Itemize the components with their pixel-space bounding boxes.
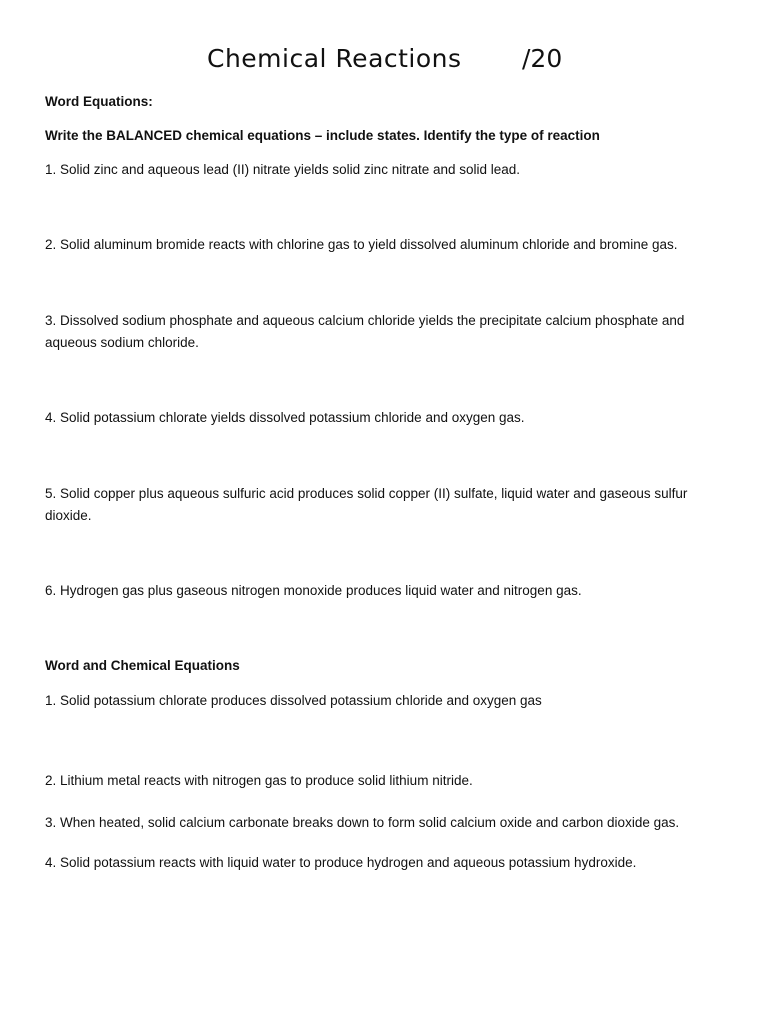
- instructions-text: Write the BALANCED chemical equations – include states. Identify the type of reaction: [45, 128, 600, 143]
- title-row: [0, 44, 768, 80]
- question-2-3: 3. When heated, solid calcium carbonate breaks down to form solid calcium oxide and carbon dioxide gas.: [45, 815, 680, 830]
- question-2-1: 1. Solid potassium chlorate produces dissolved potassium chloride and oxygen gas: [45, 693, 542, 708]
- score-total: /20: [522, 44, 563, 73]
- section-heading-word-and-chemical-equations: Word and Chemical Equations: [45, 658, 240, 673]
- page-title: Chemical Reactions: [207, 44, 462, 73]
- question-4: 4. Solid potassium chlorate yields dissolved potassium chloride and oxygen gas.: [45, 410, 525, 425]
- question-2-4: 4. Solid potassium reacts with liquid water to produce hydrogen and aqueous potassium hydroxide.: [45, 855, 637, 870]
- question-1: 1. Solid zinc and aqueous lead (II) nitrate yields solid zinc nitrate and solid lead.: [45, 162, 521, 177]
- question-5: 5. Solid copper plus aqueous sulfuric acid produces solid copper (II) sulfate, liquid water and gaseous sulfur dioxide.: [45, 486, 688, 523]
- question-6: 6. Hydrogen gas plus gaseous nitrogen monoxide produces liquid water and nitrogen gas.: [45, 583, 582, 598]
- question-3: 3. Dissolved sodium phosphate and aqueous calcium chloride yields the precipitate calcium phosphate and aqueous sodium chloride.: [45, 313, 685, 350]
- question-2: 2. Solid aluminum bromide reacts with chlorine gas to yield dissolved aluminum chloride and bromine gas.: [45, 237, 678, 252]
- question-2-2: 2. Lithium metal reacts with nitrogen gas to produce solid lithium nitride.: [45, 773, 473, 788]
- section-heading-word-equations: Word Equations:: [45, 94, 153, 109]
